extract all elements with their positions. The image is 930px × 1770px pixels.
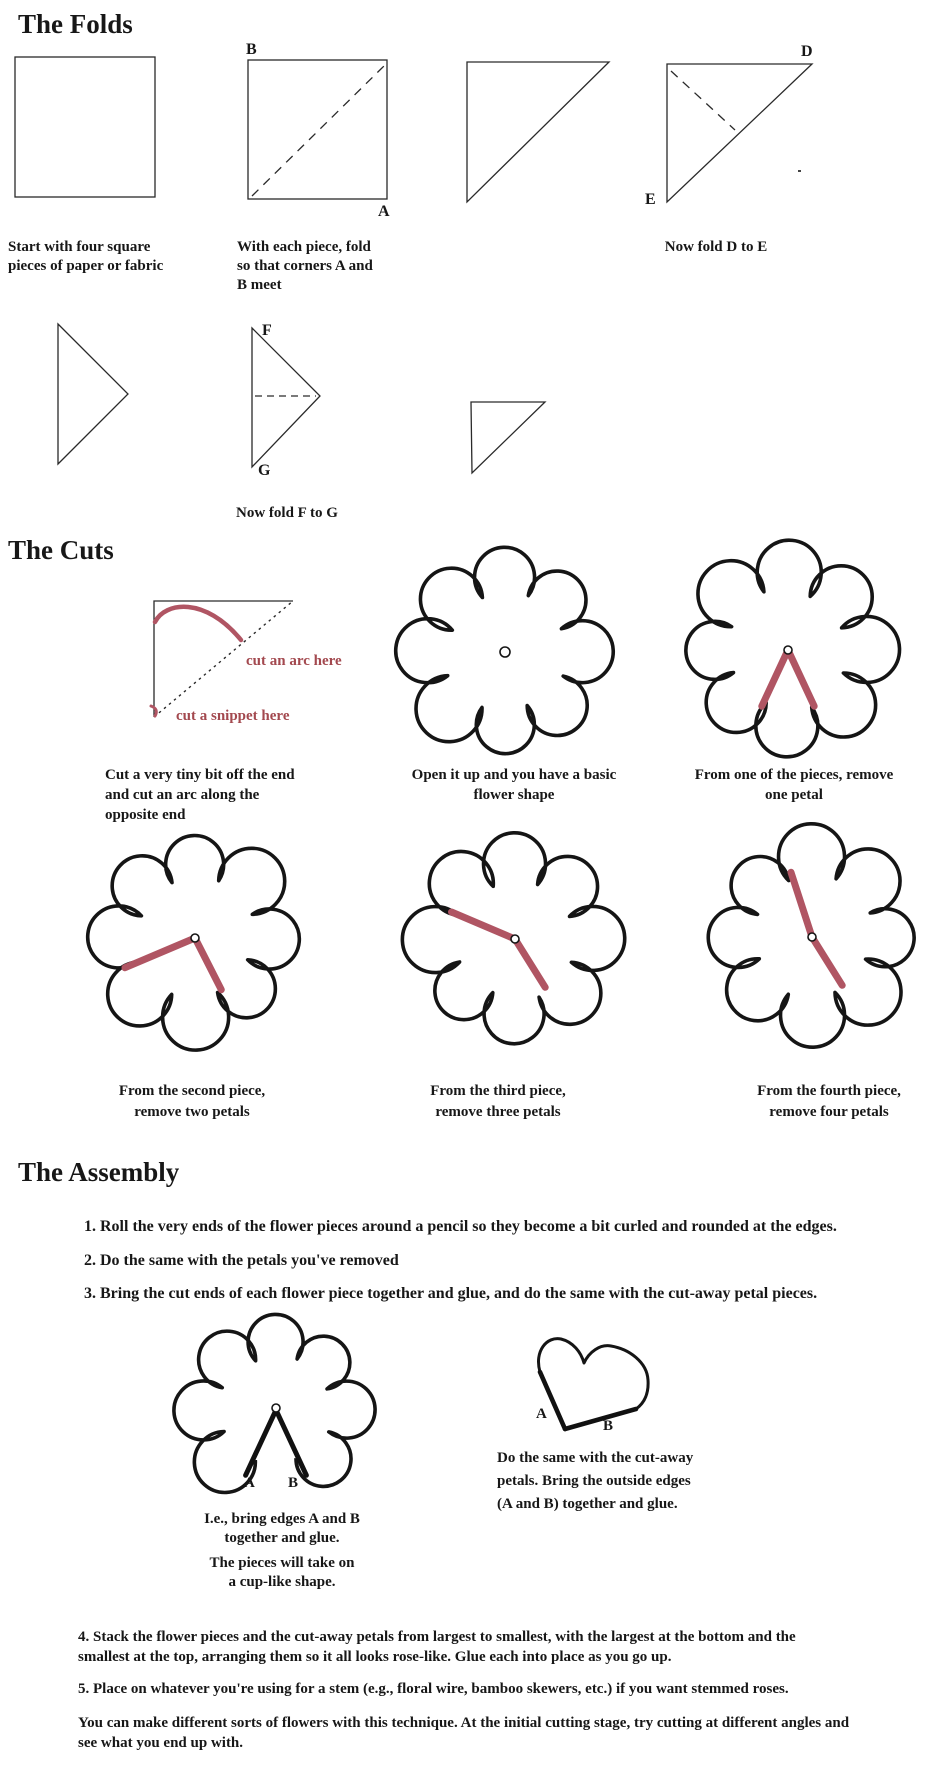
flower-center-hole — [272, 1404, 280, 1412]
fold-line-ab — [252, 64, 386, 196]
caption-cuts-3-line1: From one of the pieces, remove — [694, 767, 894, 783]
flower-one-petal-cut — [686, 540, 900, 757]
triangle-fg — [252, 328, 320, 467]
folded-triangle — [467, 62, 609, 202]
flower-basic — [396, 547, 614, 753]
heart-label-b: B — [603, 1418, 614, 1434]
flower-caption-line2: together and glue. — [224, 1530, 340, 1546]
assembly-step-2: 2. Do the same with the petals you've removed — [84, 1252, 399, 1269]
triangle-folded-right — [58, 324, 128, 464]
heart-caption-line2: petals. Bring the outside edges — [497, 1473, 691, 1489]
assembly-flower — [174, 1314, 375, 1492]
flower-center-hole — [808, 933, 816, 941]
small-folded-triangle — [471, 402, 545, 473]
heart-caption-line3: (A and B) together and glue. — [497, 1496, 678, 1512]
caption-cuts-6-line1: From the fourth piece, — [757, 1083, 901, 1099]
cut-snippet-label: cut a snippet here — [176, 708, 290, 724]
flower-center-hole — [191, 934, 199, 942]
section-title-cuts: The Cuts — [8, 535, 114, 565]
cut-arc-mark — [155, 607, 241, 640]
caption-cuts-4-line1: From the second piece, — [118, 1083, 266, 1099]
caption-cuts-4-line2: remove two petals — [134, 1104, 250, 1120]
caption-fold-f-to-g: Now fold F to G — [236, 505, 338, 521]
footer-line2: see what you end up with. — [78, 1735, 244, 1751]
square-piece-ab — [248, 60, 387, 199]
cutaway-petal-heart — [538, 1339, 648, 1429]
corner-label-a: A — [378, 203, 390, 220]
assembly-step-4-line2: smallest at the top, arranging them so it all looks rose-like. Glue each into place as you go up. — [78, 1649, 672, 1665]
folded-triangle-de — [667, 64, 812, 202]
caption-fold-d-to-e: Now fold D to E — [664, 239, 768, 255]
assembly-step-1: 1. Roll the very ends of the flower pieces around a pencil so they become a bit curled and rounded at the edges. — [84, 1218, 837, 1235]
heart-caption-line1: Do the same with the cut-away — [497, 1450, 694, 1466]
caption-cuts-3-line2: one petal — [765, 787, 823, 803]
stray-mark — [798, 170, 801, 172]
flower-three-petals-cut — [402, 833, 624, 1044]
flower-caption2-line1: The pieces will take on — [209, 1555, 355, 1571]
section-title-assembly: The Assembly — [18, 1157, 180, 1187]
assembly-step-4-line1: 4. Stack the flower pieces and the cut-away petals from largest to smallest, with the largest at the bottom and the — [78, 1629, 796, 1645]
fold-line-de — [671, 71, 735, 130]
corner-label-b: B — [246, 41, 257, 58]
flower-center-hole — [500, 647, 510, 657]
flower-four-petals-cut — [708, 824, 914, 1047]
caption-folds-2-line3: B meet — [237, 277, 282, 293]
flower-outline — [686, 540, 900, 757]
caption-cuts-6-line2: remove four petals — [769, 1104, 889, 1120]
flower-two-petals-cut — [88, 835, 300, 1050]
assembly-flower-label-b: B — [288, 1475, 299, 1491]
square-piece — [15, 57, 155, 197]
flower-caption2-line2: a cup-like shape. — [228, 1574, 336, 1590]
footer-line1: You can make different sorts of flowers with this technique. At the initial cutting stage, try cutting at different angles and — [78, 1715, 850, 1731]
assembly-step-3: 3. Bring the cut ends of each flower piece together and glue, and do the same with the cut-away petal pieces. — [84, 1285, 818, 1302]
flower-outline — [88, 835, 300, 1050]
caption-folds-2-line2: so that corners A and — [237, 258, 373, 274]
corner-label-d: D — [801, 43, 813, 60]
caption-cuts-1-line2: and cut an arc along the — [105, 787, 260, 803]
caption-cuts-2-line1: Open it up and you have a basic — [411, 767, 617, 783]
caption-folds-2-line1: With each piece, fold — [237, 239, 371, 255]
flower-center-hole — [511, 935, 519, 943]
caption-folds-1-line2: pieces of paper or fabric — [8, 258, 164, 274]
caption-cuts-5-line2: remove three petals — [435, 1104, 561, 1120]
corner-label-g: G — [258, 462, 271, 479]
caption-cuts-2-line2: flower shape — [473, 787, 555, 803]
assembly-step-5: 5. Place on whatever you're using for a stem (e.g., floral wire, bamboo skewers, etc.) if you want stemmed roses. — [78, 1681, 789, 1697]
corner-label-f: F — [262, 322, 272, 339]
section-title-folds: The Folds — [18, 9, 133, 39]
heart-edge-b — [565, 1409, 636, 1429]
heart-label-a: A — [536, 1406, 547, 1422]
flower-caption-line1: I.e., bring edges A and B — [204, 1511, 360, 1527]
caption-cuts-1-line3: opposite end — [105, 807, 186, 823]
caption-cuts-5-line1: From the third piece, — [430, 1083, 566, 1099]
assembly-flower-label-a: A — [244, 1475, 255, 1491]
caption-folds-1-line1: Start with four square — [8, 239, 151, 255]
caption-cuts-1-line1: Cut a very tiny bit off the end — [105, 767, 295, 783]
corner-label-e: E — [645, 191, 656, 208]
flower-center-hole — [784, 646, 792, 654]
cut-arc-label: cut an arc here — [246, 653, 342, 669]
